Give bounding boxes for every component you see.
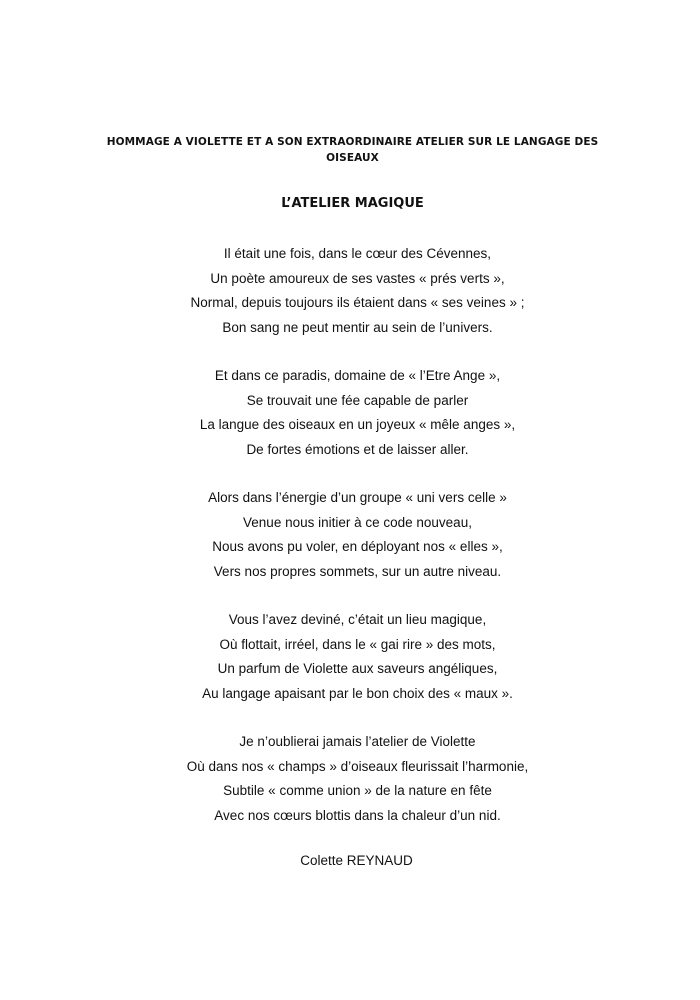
header-line-2: OISEAUX	[326, 152, 379, 164]
stanza-4	[0, 608, 700, 706]
poem-line: Alors dans l’énergie d’un groupe « uni vers celle »	[208, 490, 507, 505]
stanza-3	[0, 486, 700, 584]
poem-line: Vous l’avez deviné, c’était un lieu magique,	[228, 612, 487, 627]
poem-line: Venue nous initier à ce code nouveau,	[243, 514, 472, 530]
poem-line: De fortes émotions et de laisser aller.	[246, 441, 469, 457]
poem-line: Il était une fois, dans le cœur des Cévennes,	[223, 246, 492, 261]
poem-line: Un poète amoureux de ses vastes « prés verts »,	[210, 270, 505, 286]
poem-line: Un parfum de Violette aux saveurs angéliques,	[217, 661, 498, 676]
header-line-1: HOMMAGE A VIOLETTE ET A SON EXTRAORDINAIRE ATELIER SUR LE LANGAGE DES	[106, 136, 599, 148]
poem-line: Au langage apaisant par le bon choix des « maux ».	[202, 685, 513, 701]
poem-line: Et dans ce paradis, domaine de « l’Etre Ange »,	[214, 368, 501, 383]
poem-line: Où flottait, irréel, dans le « gai rire » des mots,	[219, 636, 496, 652]
poem-line: Subtile « comme union » de la nature en fête	[223, 783, 492, 798]
stanza-1	[0, 242, 700, 340]
stanza-5	[0, 730, 700, 828]
poem-line: Bon sang ne peut mentir au sein de l’univers.	[222, 319, 493, 335]
poem-line: Normal, depuis toujours ils étaient dans « ses veines » ;	[190, 295, 525, 310]
poem-line: Avec nos cœurs blottis dans la chaleur d’un nid.	[214, 807, 501, 823]
poem-body	[0, 242, 700, 852]
stanza-2	[0, 364, 700, 462]
poem-line: La langue des oiseaux en un joyeux « mêle anges »,	[199, 417, 516, 432]
poem-title: L’ATELIER MAGIQUE	[281, 196, 424, 211]
author-signature: Colette REYNAUD	[300, 853, 413, 868]
poem-line: Nous avons pu voler, en déployant nos « elles »,	[212, 539, 503, 554]
poem-line: Où dans nos « champs » d’oiseaux fleurissait l’harmonie,	[186, 758, 529, 774]
poem-line: Se trouvait une fée capable de parler	[246, 392, 469, 408]
document-header	[95, 134, 610, 166]
poem-line: Vers nos propres sommets, sur un autre niveau.	[213, 563, 502, 579]
poem-line: Je n’oublierai jamais l’atelier de Violette	[239, 734, 476, 749]
